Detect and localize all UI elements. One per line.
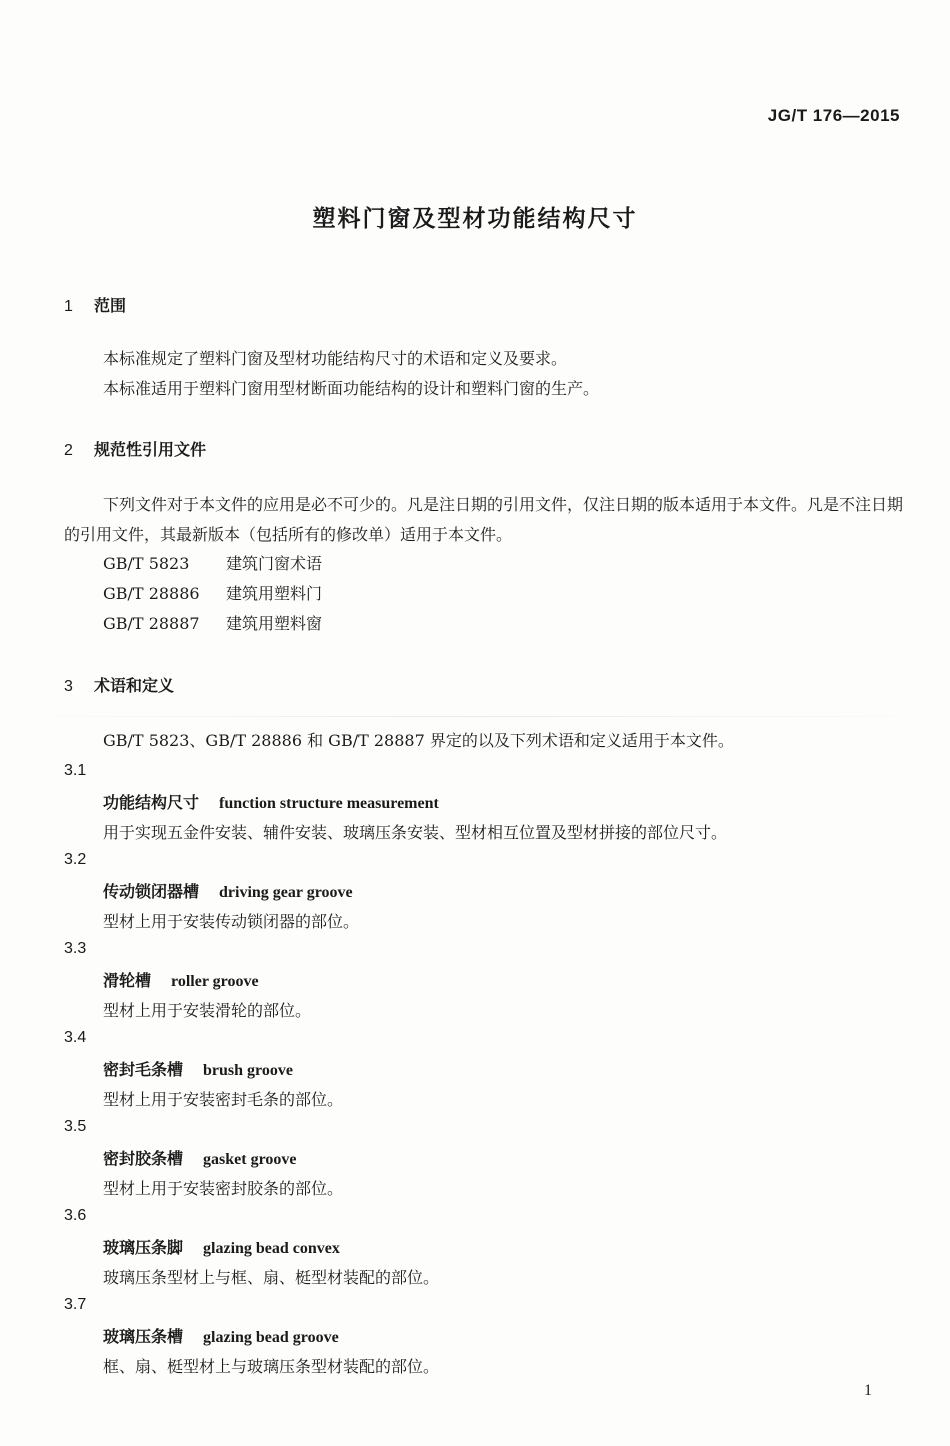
term-zh: 玻璃压条槽	[103, 1327, 184, 1346]
term-number: 3.3	[64, 940, 87, 957]
section-title: 范围	[94, 296, 127, 315]
term-definition: 型材上用于安装传动锁闭器的部位。	[103, 912, 360, 931]
document-title: 塑料门窗及型材功能结构尺寸	[312, 206, 638, 232]
reference-name: 建筑门窗术语	[226, 554, 323, 573]
scope-paragraph: 本标准规定了塑料门窗及型材功能结构尺寸的术语和定义及要求。	[103, 349, 568, 368]
reference-name: 建筑用塑料门	[226, 584, 323, 603]
section-title: 术语和定义	[94, 676, 175, 695]
reference-item	[103, 579, 322, 609]
term-en: roller groove	[171, 973, 259, 990]
term-en: brush groove	[203, 1062, 293, 1079]
section-title: 规范性引用文件	[94, 440, 207, 459]
section-heading-scope	[64, 293, 126, 316]
term-number: 3.7	[64, 1296, 87, 1313]
term-heading	[103, 968, 259, 991]
reference-name: 建筑用塑料窗	[226, 614, 323, 633]
term-zh: 玻璃压条脚	[103, 1238, 184, 1257]
term-en: gasket groove	[203, 1151, 297, 1168]
scan-artifact	[0, 716, 950, 717]
term-definition: 型材上用于安装密封胶条的部位。	[103, 1179, 344, 1198]
reference-code: GB/T 5823	[103, 554, 190, 573]
section-number: 1	[64, 298, 73, 315]
term-en: glazing bead convex	[203, 1240, 340, 1257]
section-number: 2	[64, 442, 73, 459]
term-zh: 功能结构尺寸	[103, 793, 200, 812]
section-heading-terms	[64, 673, 174, 696]
term-number: 3.4	[64, 1029, 87, 1046]
reference-code: GB/T 28887	[103, 614, 200, 633]
term-zh: 滑轮槽	[103, 971, 152, 990]
term-definition: 框、扇、梃型材上与玻璃压条型材装配的部位。	[103, 1357, 440, 1376]
terms-intro: GB/T 5823、GB/T 28886 和 GB/T 28887 界定的以及下列术语和定义适用于本文件。	[103, 731, 734, 750]
page-number: 1	[864, 1382, 872, 1399]
scope-paragraph: 本标准适用于塑料门窗用型材断面功能结构的设计和塑料门窗的生产。	[103, 379, 600, 398]
term-definition: 用于实现五金件安装、辅件安装、玻璃压条安装、型材相互位置及型材拼接的部位尺寸。	[103, 823, 728, 842]
term-number: 3.2	[64, 851, 87, 868]
term-heading	[103, 1324, 339, 1347]
references-intro: 下列文件对于本文件的应用是必不可少的。凡是注日期的引用文件，仅注日期的版本适用于本文件。凡是不注日期的引用文件，其最新版本（包括所有的修改单）适用于本文件。	[64, 495, 904, 544]
reference-code: GB/T 28886	[103, 584, 200, 603]
term-heading	[103, 879, 353, 902]
reference-item	[103, 549, 322, 579]
term-definition: 型材上用于安装密封毛条的部位。	[103, 1090, 344, 1109]
section-number: 3	[64, 678, 73, 695]
term-heading	[103, 790, 439, 813]
term-definition: 型材上用于安装滑轮的部位。	[103, 1001, 312, 1020]
term-number: 3.1	[64, 762, 87, 779]
term-zh: 密封胶条槽	[103, 1149, 184, 1168]
section-heading-references	[64, 437, 206, 460]
term-number: 3.5	[64, 1118, 87, 1135]
term-en: driving gear groove	[219, 884, 353, 901]
term-zh: 密封毛条槽	[103, 1060, 184, 1079]
term-heading	[103, 1146, 296, 1169]
term-en: function structure measurement	[219, 795, 439, 812]
term-en: glazing bead groove	[203, 1329, 339, 1346]
term-heading	[103, 1235, 340, 1258]
term-definition: 玻璃压条型材上与框、扇、梃型材装配的部位。	[103, 1268, 440, 1287]
reference-item	[103, 609, 322, 639]
standard-code: JG/T 176—2015	[767, 106, 900, 125]
term-heading	[103, 1057, 293, 1080]
term-zh: 传动锁闭器槽	[103, 882, 200, 901]
term-number: 3.6	[64, 1207, 87, 1224]
